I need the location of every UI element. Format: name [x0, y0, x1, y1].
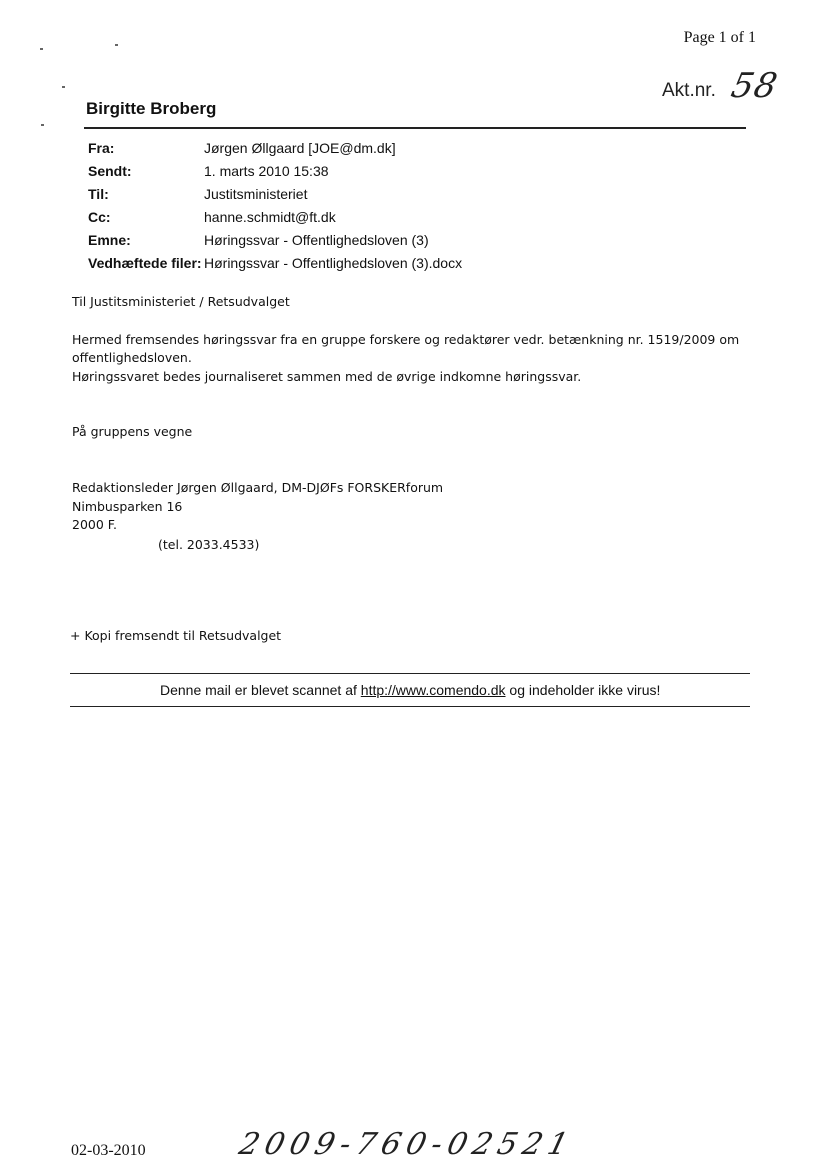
signature-line: Nimbusparken 16	[72, 499, 183, 514]
header-row-sent	[88, 159, 462, 182]
header-row-to	[88, 182, 462, 205]
header-label: Cc:	[88, 208, 111, 225]
header-value-subject: Høringssvar - Offentlighedsloven (3)	[204, 231, 429, 248]
virus-scan-notice	[160, 682, 660, 698]
header-value-to: Justitsministeriet	[204, 185, 308, 202]
akt-label: Akt.nr.	[662, 80, 716, 101]
scan-speck	[40, 48, 43, 50]
header-label: Sendt:	[88, 162, 132, 179]
header-value-attachments: Høringssvar - Offentlighedsloven (3).docx	[204, 254, 463, 271]
body-paragraph-line: Høringssvaret bedes journaliseret sammen med de øvrige indkomne høringssvar.	[72, 369, 582, 384]
scan-speck	[62, 86, 65, 88]
notice-text: Denne mail er blevet scannet af	[160, 682, 361, 698]
header-label: Emne:	[88, 231, 131, 248]
copy-note: + Kopi fremsendt til Retsudvalget	[70, 628, 282, 643]
header-row-from	[88, 136, 462, 159]
notice-text: og indeholder ikke virus!	[505, 682, 661, 698]
footer-divider-bottom	[70, 706, 750, 707]
date-stamp: 02-03-2010	[71, 1142, 146, 1159]
salutation: Til Justitsministeriet / Retsudvalget	[72, 294, 290, 309]
scan-speck	[115, 44, 118, 46]
journal-number-handwritten: 2009-760-02521	[235, 1127, 578, 1162]
closing: På gruppens vegne	[72, 424, 193, 439]
footer-divider-top	[70, 673, 750, 674]
header-value-sent: 1. marts 2010 15:38	[204, 162, 329, 179]
header-value-from: Jørgen Øllgaard [JOE@dm.dk]	[204, 139, 396, 156]
header-row-cc	[88, 205, 462, 228]
sender-name: Birgitte Broberg	[86, 99, 217, 118]
comendo-link[interactable]: http://www.comendo.dk	[360, 682, 506, 698]
email-header-table	[88, 136, 462, 274]
header-row-subject	[88, 228, 462, 251]
body-paragraph-line: offentlighedsloven.	[72, 350, 192, 365]
body-paragraph-line: Hermed fremsendes høringssvar fra en gruppe forskere og redaktører vedr. betænkning nr. 1519/2009 om	[72, 332, 740, 347]
signature-phone: (tel. 2033.4533)	[158, 537, 260, 552]
header-row-attachments	[88, 251, 462, 274]
header-label: Til:	[88, 185, 109, 202]
signature-line: Redaktionsleder Jørgen Øllgaard, DM-DJØFs FORSKERforum	[72, 480, 444, 495]
header-label: Fra:	[88, 139, 115, 156]
header-value-cc: hanne.schmidt@ft.dk	[204, 208, 336, 225]
akt-number-handwritten: 58	[727, 66, 782, 106]
signature-line: 2000 F.	[72, 517, 117, 532]
page-number: Page 1 of 1	[683, 29, 756, 46]
header-label: Vedhæftede filer:	[88, 254, 202, 271]
scan-speck	[41, 124, 44, 126]
header-divider	[84, 127, 746, 129]
